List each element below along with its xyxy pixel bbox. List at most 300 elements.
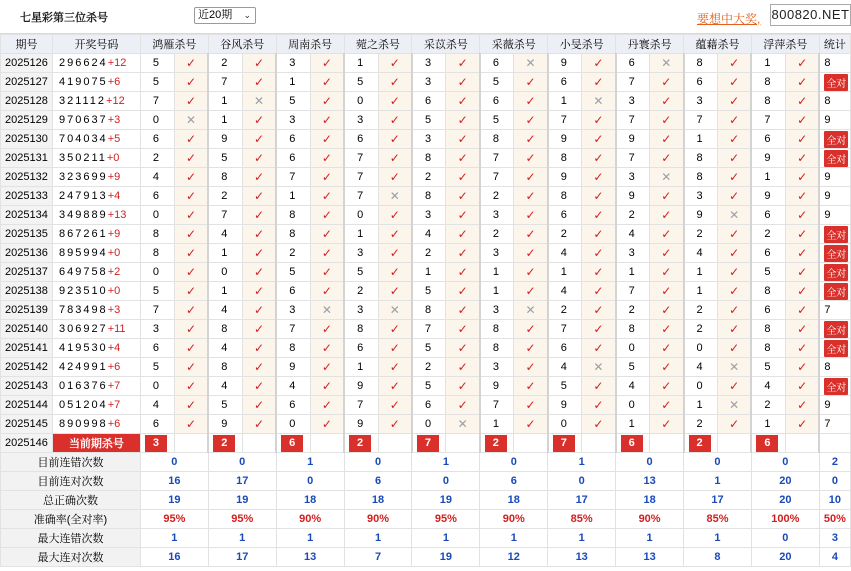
check-icon: ✓: [593, 132, 604, 146]
stat-value: 95%: [140, 510, 208, 529]
check-icon: ✓: [525, 379, 536, 393]
result-mark-cell: [310, 111, 344, 130]
check-icon: ✓: [593, 227, 604, 241]
table-row: [1, 244, 851, 263]
result-mark-cell: [650, 396, 684, 415]
result-mark-cell: [174, 225, 208, 244]
kill-number: 5: [412, 282, 446, 301]
kill-number: 0: [412, 415, 446, 434]
issue-number: 2025132: [1, 168, 53, 187]
cross-icon: ✕: [661, 170, 672, 184]
chevron-down-icon: ⌄: [243, 10, 251, 20]
result-mark-cell: [650, 263, 684, 282]
check-icon: ✓: [593, 151, 604, 165]
result-mark-cell: [174, 244, 208, 263]
period-select[interactable]: [194, 7, 256, 24]
kill-number: 6: [412, 92, 446, 111]
result-mark-cell: [310, 396, 344, 415]
kill-number: 2: [684, 301, 718, 320]
check-icon: ✓: [389, 170, 400, 184]
column-header: 开奖号码: [52, 35, 140, 54]
result-mark-cell: [650, 377, 684, 396]
stat-value: 1: [616, 529, 684, 548]
kill-number: 1: [208, 92, 242, 111]
check-icon: ✓: [457, 208, 468, 222]
kill-number: 1: [684, 282, 718, 301]
result-mark-cell: [174, 130, 208, 149]
check-icon: ✓: [525, 322, 536, 336]
result-mark-cell: [446, 301, 480, 320]
result-mark-cell: [718, 282, 752, 301]
draw-sum: +3: [107, 114, 121, 126]
site-watermark: 800820.NET: [770, 4, 851, 26]
draw-digits: 321112: [58, 95, 107, 107]
check-icon: ✓: [321, 56, 332, 70]
result-mark-cell: [718, 358, 752, 377]
draw-sum: +3: [107, 304, 121, 316]
result-mark-cell: [785, 149, 819, 168]
kill-number: 1: [548, 92, 582, 111]
check-icon: ✓: [593, 265, 604, 279]
check-icon: ✓: [797, 303, 808, 317]
check-icon: ✓: [593, 170, 604, 184]
correct-count: 7: [824, 304, 831, 316]
kill-number: 8: [751, 92, 785, 111]
current-kill-cell: [751, 434, 785, 453]
kill-number: 1: [751, 54, 785, 73]
check-icon: ✓: [457, 246, 468, 260]
result-mark-cell: [718, 301, 752, 320]
kill-number: 4: [751, 377, 785, 396]
table-row: [1, 206, 851, 225]
check-icon: ✓: [321, 246, 332, 260]
kill-number: 2: [751, 225, 785, 244]
kill-number: 0: [616, 396, 650, 415]
kill-number: 6: [751, 244, 785, 263]
result-mark-cell: [310, 301, 344, 320]
stat-value: 0: [548, 472, 616, 491]
draw-numbers: [52, 339, 140, 358]
kill-number: 5: [276, 92, 310, 111]
check-icon: ✓: [797, 189, 808, 203]
stat-row: [1, 453, 851, 472]
kill-number: 1: [751, 415, 785, 434]
result-mark-cell: [174, 358, 208, 377]
result-mark-cell: [310, 282, 344, 301]
draw-sum: +12: [107, 57, 127, 69]
result-mark-cell: [650, 206, 684, 225]
cross-icon: ✕: [389, 189, 400, 203]
result-mark-cell: [242, 225, 276, 244]
check-icon: ✓: [661, 132, 672, 146]
check-icon: ✓: [797, 227, 808, 241]
draw-sum: +12: [106, 95, 125, 107]
result-mark-cell: [378, 396, 412, 415]
check-icon: ✓: [661, 322, 672, 336]
kill-number: 2: [684, 415, 718, 434]
draw-digits: 296624: [58, 57, 108, 69]
table-row: [1, 339, 851, 358]
draw-numbers: [52, 377, 140, 396]
stat-value: 18: [480, 491, 548, 510]
column-header: 菀之杀号: [344, 35, 412, 54]
issue-number: 2025143: [1, 377, 53, 396]
kill-number: 8: [548, 149, 582, 168]
stat-row: [1, 472, 851, 491]
kill-number: 9: [548, 130, 582, 149]
correct-count: 9: [824, 399, 831, 411]
kill-number: 7: [480, 168, 514, 187]
check-icon: ✓: [389, 360, 400, 374]
current-kill-number: 7: [417, 435, 439, 452]
result-mark-cell: [785, 187, 819, 206]
result-mark-cell: [718, 415, 752, 434]
draw-numbers: [52, 301, 140, 320]
correct-count: 9: [824, 190, 831, 202]
check-icon: ✓: [661, 360, 672, 374]
result-mark-cell: [718, 244, 752, 263]
table-row: [1, 377, 851, 396]
kill-number: 2: [751, 396, 785, 415]
spacer-cell: [310, 434, 344, 453]
result-mark-cell: [446, 282, 480, 301]
result-mark-cell: [446, 168, 480, 187]
cross-icon: ✕: [729, 360, 740, 374]
kill-number: 6: [276, 396, 310, 415]
stat-value: 1: [276, 529, 344, 548]
kill-number: 6: [276, 149, 310, 168]
kill-number: 7: [344, 168, 378, 187]
stat-value: 13: [548, 548, 616, 567]
stat-cell: [819, 244, 850, 263]
result-mark-cell: [174, 301, 208, 320]
check-icon: ✓: [797, 170, 808, 184]
result-mark-cell: [174, 187, 208, 206]
kill-number: 1: [684, 396, 718, 415]
kill-number: 5: [140, 358, 174, 377]
cross-icon: ✕: [593, 94, 604, 108]
stat-label: 总正确次数: [1, 491, 141, 510]
check-icon: ✓: [321, 227, 332, 241]
check-icon: ✓: [593, 303, 604, 317]
check-icon: ✓: [525, 284, 536, 298]
check-icon: ✓: [186, 94, 197, 108]
check-icon: ✓: [186, 303, 197, 317]
check-icon: ✓: [186, 417, 197, 431]
kill-number: 6: [140, 415, 174, 434]
result-mark-cell: [718, 73, 752, 92]
kill-number: 1: [480, 415, 514, 434]
correct-count: 8: [824, 361, 831, 373]
table-row: [1, 358, 851, 377]
kill-number: 1: [616, 263, 650, 282]
check-icon: ✓: [321, 417, 332, 431]
check-icon: ✓: [797, 208, 808, 222]
check-icon: ✓: [457, 379, 468, 393]
kill-number: 8: [480, 320, 514, 339]
check-icon: ✓: [186, 360, 197, 374]
kill-number: 9: [616, 130, 650, 149]
issue-number: 2025139: [1, 301, 53, 320]
check-icon: ✓: [661, 227, 672, 241]
kill-number: 3: [412, 54, 446, 73]
draw-sum: +6: [107, 418, 121, 430]
result-mark-cell: [582, 149, 616, 168]
check-icon: ✓: [797, 360, 808, 374]
result-mark-cell: [174, 415, 208, 434]
kill-number: 0: [548, 415, 582, 434]
result-mark-cell: [446, 415, 480, 434]
result-mark-cell: [650, 54, 684, 73]
kill-number: 4: [208, 377, 242, 396]
result-mark-cell: [378, 415, 412, 434]
draw-digits: 970637: [58, 114, 108, 126]
stat-cell: [819, 263, 850, 282]
stat-label: 最大连错次数: [1, 529, 141, 548]
draw-numbers: [52, 130, 140, 149]
check-icon: ✓: [729, 132, 740, 146]
result-mark-cell: [718, 187, 752, 206]
result-mark-cell: [310, 187, 344, 206]
check-icon: ✓: [457, 303, 468, 317]
check-icon: ✓: [661, 94, 672, 108]
kill-number: 3: [412, 73, 446, 92]
kill-number: 7: [276, 168, 310, 187]
check-icon: ✓: [525, 189, 536, 203]
result-mark-cell: [242, 73, 276, 92]
issue-number: 2025127: [1, 73, 53, 92]
result-mark-cell: [446, 149, 480, 168]
kill-number: 9: [276, 358, 310, 377]
kill-number: 4: [208, 339, 242, 358]
stat-value: 18: [344, 491, 412, 510]
check-icon: ✓: [457, 360, 468, 374]
result-mark-cell: [446, 358, 480, 377]
result-mark-cell: [718, 130, 752, 149]
kill-number: 7: [548, 320, 582, 339]
result-mark-cell: [514, 282, 548, 301]
stat-value: 0: [684, 453, 752, 472]
kill-number: 7: [344, 187, 378, 206]
result-mark-cell: [582, 206, 616, 225]
all-correct-badge: 全对: [824, 264, 848, 281]
correct-count: 9: [824, 209, 831, 221]
issue-number: 2025144: [1, 396, 53, 415]
draw-digits: 247913: [58, 190, 108, 202]
draw-sum: +11: [107, 323, 126, 335]
result-mark-cell: [785, 244, 819, 263]
result-mark-cell: [378, 282, 412, 301]
kill-number: 4: [140, 168, 174, 187]
result-mark-cell: [378, 149, 412, 168]
check-icon: ✓: [729, 417, 740, 431]
draw-sum: +7: [107, 380, 121, 392]
stat-value: 16: [140, 472, 208, 491]
draw-numbers: [52, 415, 140, 434]
result-mark-cell: [242, 358, 276, 377]
stat-value: 0: [208, 453, 276, 472]
result-mark-cell: [650, 149, 684, 168]
result-mark-cell: [582, 339, 616, 358]
column-header: 采薇杀号: [480, 35, 548, 54]
kill-number: 3: [684, 92, 718, 111]
stat-value: 1: [344, 529, 412, 548]
stat-value: 1: [140, 529, 208, 548]
kill-number: 4: [140, 396, 174, 415]
result-mark-cell: [514, 263, 548, 282]
result-mark-cell: [242, 377, 276, 396]
result-mark-cell: [582, 111, 616, 130]
check-icon: ✓: [389, 322, 400, 336]
draw-sum: +13: [107, 209, 127, 221]
result-mark-cell: [378, 339, 412, 358]
kill-number: 5: [751, 263, 785, 282]
kill-number: 3: [616, 168, 650, 187]
check-icon: ✓: [321, 341, 332, 355]
kill-number: 8: [751, 339, 785, 358]
kill-number: 8: [684, 168, 718, 187]
check-icon: ✓: [729, 265, 740, 279]
check-icon: ✓: [797, 246, 808, 260]
check-icon: ✓: [253, 379, 264, 393]
check-icon: ✓: [389, 265, 400, 279]
all-correct-badge: 全对: [824, 283, 848, 300]
result-mark-cell: [174, 339, 208, 358]
result-mark-cell: [582, 320, 616, 339]
current-kill-cell: [140, 434, 174, 453]
kill-number: 2: [616, 301, 650, 320]
kill-number: 7: [208, 73, 242, 92]
check-icon: ✓: [321, 398, 332, 412]
kill-number: 3: [344, 111, 378, 130]
result-mark-cell: [174, 377, 208, 396]
result-mark-cell: [582, 396, 616, 415]
draw-sum: +4: [107, 190, 121, 202]
stat-value: 90%: [344, 510, 412, 529]
draw-digits: 016376: [58, 380, 108, 392]
result-mark-cell: [310, 130, 344, 149]
issue-number: 2025142: [1, 358, 53, 377]
check-icon: ✓: [457, 75, 468, 89]
check-icon: ✓: [661, 398, 672, 412]
kill-number: 9: [208, 130, 242, 149]
draw-sum: +6: [107, 76, 121, 88]
check-icon: ✓: [186, 132, 197, 146]
stat-value: 19: [412, 548, 480, 567]
result-mark-cell: [310, 206, 344, 225]
stat-value: 1: [684, 529, 752, 548]
check-icon: ✓: [253, 151, 264, 165]
kill-number: 3: [412, 206, 446, 225]
check-icon: ✓: [661, 284, 672, 298]
cross-icon: ✕: [661, 56, 672, 70]
draw-numbers: [52, 358, 140, 377]
result-mark-cell: [514, 168, 548, 187]
kill-number: 6: [276, 130, 310, 149]
stat-row: [1, 510, 851, 529]
result-mark-cell: [718, 92, 752, 111]
kill-number: 7: [684, 111, 718, 130]
stat-value: 0: [344, 453, 412, 472]
stat-row: [1, 548, 851, 567]
check-icon: ✓: [389, 246, 400, 260]
check-icon: ✓: [457, 398, 468, 412]
kill-number: 1: [480, 263, 514, 282]
check-icon: ✓: [389, 398, 400, 412]
result-mark-cell: [242, 396, 276, 415]
kill-number: 4: [684, 244, 718, 263]
stat-value: 20: [751, 472, 819, 491]
kill-number: 7: [616, 111, 650, 130]
check-icon: ✓: [253, 56, 264, 70]
result-mark-cell: [718, 54, 752, 73]
result-mark-cell: [650, 73, 684, 92]
kill-number: 5: [140, 54, 174, 73]
result-mark-cell: [785, 320, 819, 339]
result-mark-cell: [582, 415, 616, 434]
all-correct-badge: 全对: [824, 150, 848, 167]
kill-number: 2: [548, 301, 582, 320]
draw-digits: 923510: [58, 285, 108, 297]
check-icon: ✓: [321, 94, 332, 108]
check-icon: ✓: [729, 94, 740, 108]
check-icon: ✓: [457, 94, 468, 108]
check-icon: ✓: [186, 208, 197, 222]
stat-cell: [819, 320, 850, 339]
check-icon: ✓: [797, 265, 808, 279]
stat-value: 0: [616, 453, 684, 472]
table-row: [1, 320, 851, 339]
result-mark-cell: [242, 339, 276, 358]
result-mark-cell: [242, 244, 276, 263]
current-kill-cell: [208, 434, 242, 453]
stat-value: 20: [751, 491, 819, 510]
column-header: 小旻杀号: [548, 35, 616, 54]
draw-sum: +0: [106, 152, 120, 164]
result-mark-cell: [514, 149, 548, 168]
check-icon: ✓: [661, 75, 672, 89]
stat-value: 3: [819, 529, 850, 548]
check-icon: ✓: [661, 379, 672, 393]
issue-number: 2025131: [1, 149, 53, 168]
stat-value: 1: [548, 453, 616, 472]
stat-value: 0: [480, 453, 548, 472]
kill-number: 1: [208, 111, 242, 130]
check-icon: ✓: [457, 113, 468, 127]
current-period-label: 当前期杀号: [52, 434, 140, 453]
result-mark-cell: [582, 377, 616, 396]
current-kill-cell: [548, 434, 582, 453]
kill-number: 9: [751, 187, 785, 206]
check-icon: ✓: [253, 303, 264, 317]
check-icon: ✓: [661, 208, 672, 222]
kill-number: 2: [344, 282, 378, 301]
table-row: [1, 415, 851, 434]
check-icon: ✓: [186, 56, 197, 70]
result-mark-cell: [378, 54, 412, 73]
kill-number: 9: [344, 415, 378, 434]
check-icon: ✓: [186, 322, 197, 336]
kill-number: 1: [208, 282, 242, 301]
result-mark-cell: [242, 206, 276, 225]
top-bar: [0, 0, 851, 34]
stat-value: 0: [140, 453, 208, 472]
stat-cell: [819, 111, 850, 130]
promo-link[interactable]: 要想中大奖,: [697, 12, 761, 26]
check-icon: ✓: [389, 132, 400, 146]
kill-number: 7: [480, 149, 514, 168]
result-mark-cell: [378, 92, 412, 111]
